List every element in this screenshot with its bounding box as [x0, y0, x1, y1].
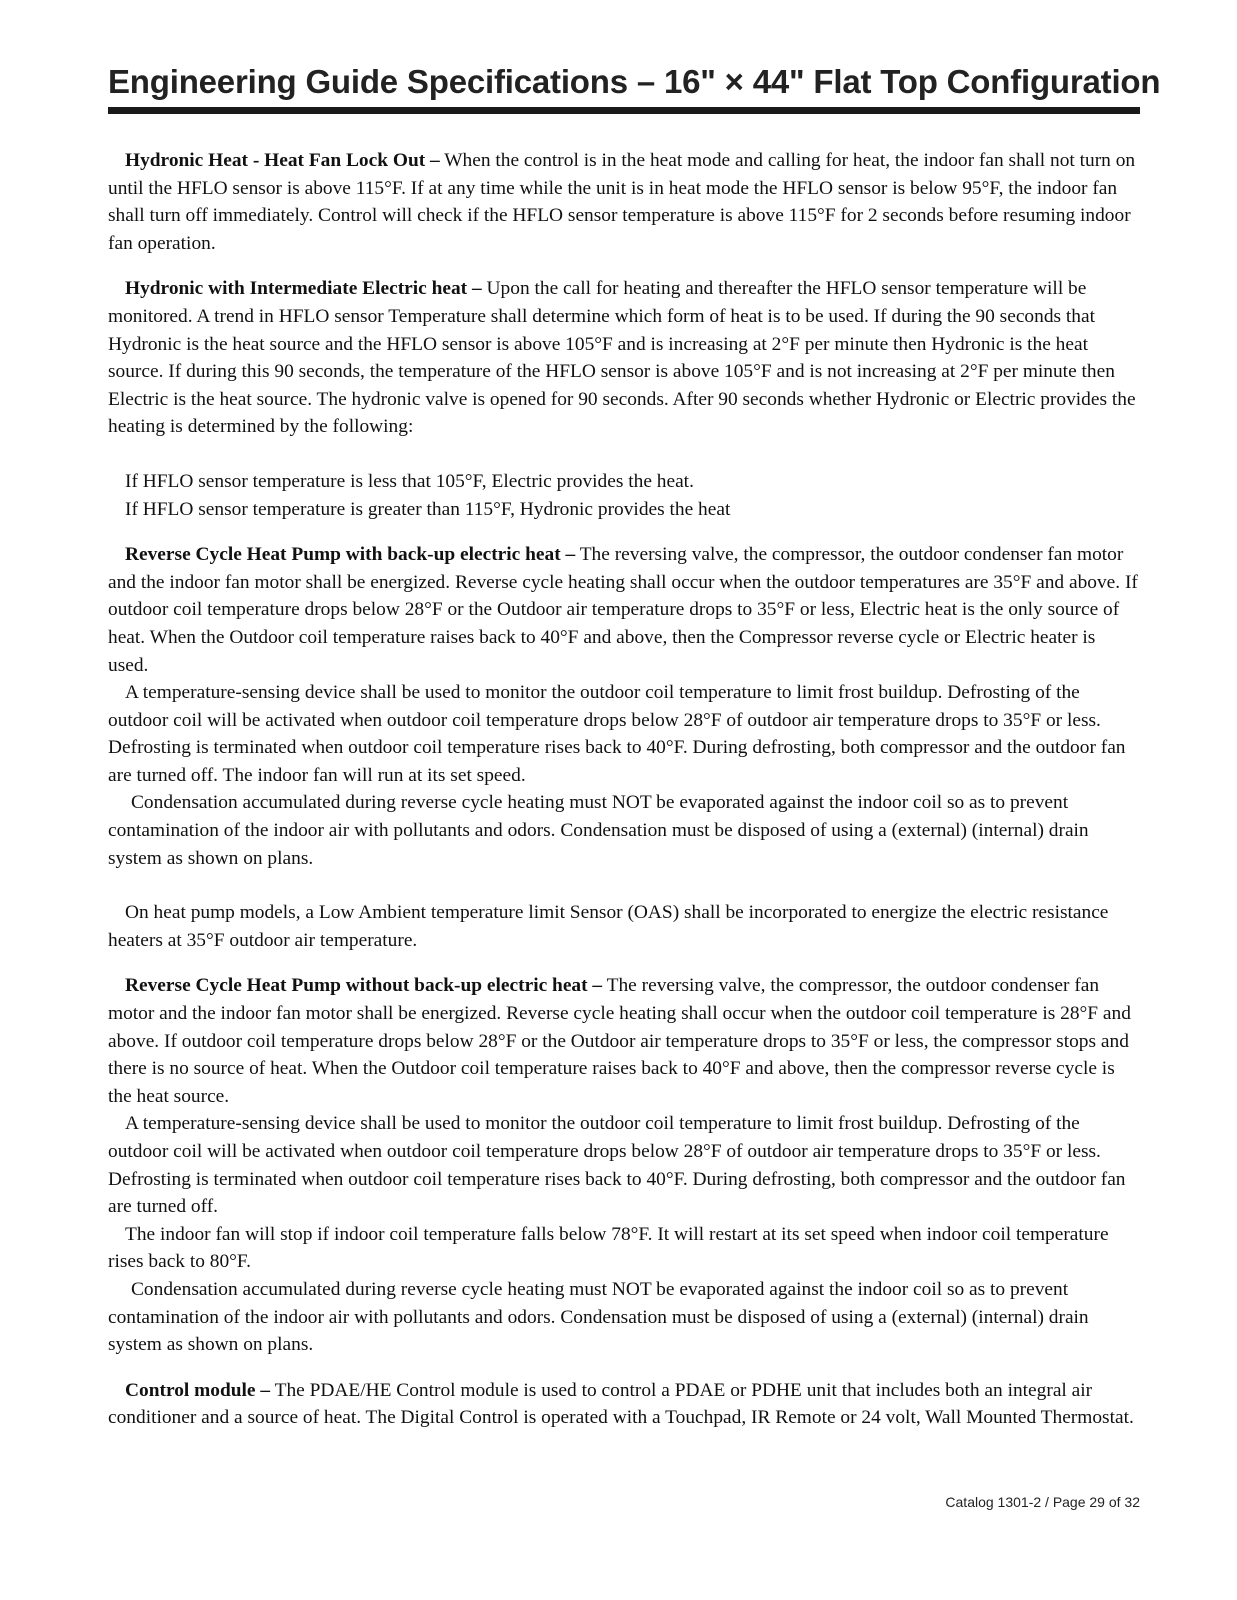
document-body — [108, 147, 1140, 1432]
rule-electric: If HFLO sensor temperature is less that 105°F, Electric provides the heat. — [125, 470, 694, 492]
paragraph-hp-no-backup-defrost: A temperature-sensing device shall be used to monitor the outdoor coil temperature to limit frost buildup. Defrosting of the outdoor coil will be activated when outdoor coil temperature drops below 28°F of outdoor air temperature drops to 35°F or less. Defrosting is terminated when outdoor coil temperature rises back to 40°F. During defrosting, both compressor and the outdoor fan are turned off. — [108, 1113, 1126, 1218]
paragraph-hp-backup-condensation: Condensation accumulated during reverse cycle heating must NOT be evaporated against the indoor coil so as to prevent contamination of the indoor air with pollutants and odors. Condensation must be disposed of using a (external) (internal) drain system as shown on plans. — [108, 792, 1089, 869]
paragraph-hp-no-backup-condensation: Condensation accumulated during reverse cycle heating must NOT be evaporated against the indoor coil so as to prevent contamination of the indoor air with pollutants and odors. Condensation must be disposed of using a (external) (internal) drain system as shown on plans. — [108, 1278, 1089, 1356]
page-title: Engineering Guide Specifications – 16" × 44" Flat Top Configuration — [108, 63, 1161, 100]
paragraph-hp-backup — [108, 541, 1140, 679]
paragraph-control-module — [108, 1377, 1140, 1432]
heading-hydronic-electric: Hydronic with Intermediate Electric heat – — [125, 278, 482, 300]
paragraph-hydronic-electric — [108, 275, 1140, 441]
paragraph-indoor-fan: The indoor fan will stop if indoor coil temperature falls below 78°F. It will restart at its set speed when indoor coil temperature rises back to 80°F. — [108, 1223, 1109, 1273]
title-rule — [108, 107, 1140, 114]
paragraph-oas: On heat pump models, a Low Ambient temperature limit Sensor (OAS) shall be incorporated to energize the electric resistance heaters at 35°F outdoor air temperature. — [108, 902, 1109, 951]
rule-hydronic: If HFLO sensor temperature is greater than 115°F, Hydronic provides the heat — [125, 498, 731, 520]
heading-hp-backup: Reverse Cycle Heat Pump with back-up electric heat – — [125, 544, 576, 566]
heading-hp-no-backup: Reverse Cycle Heat Pump without back-up electric heat – — [125, 975, 603, 997]
spacer — [108, 872, 1140, 899]
page-footer: Catalog 1301-2 / Page 29 of 32 — [945, 1494, 1140, 1510]
text-control-module: The PDAE/HE Control module is used to control a PDAE or PDHE unit that includes both an integral air conditioner and a source of heat. The Digital Control is operated with a Touchpad, IR Remote or 24 volt, Wall Mounted Thermostat. — [108, 1379, 1134, 1429]
heading-control-module: Control module – — [125, 1379, 271, 1401]
text-hydronic-lockout: When the control is in the heat mode and calling for heat, the indoor fan shall not turn on until the HFLO sensor is above 115°F. If at any time while the unit is in heat mode the HFLO sensor is below 95°F, the indoor fan shall turn off immediately. Control will check if the HFLO sensor temperature is above 115°F for 2 seconds before resuming indoor fan operation. — [108, 150, 1136, 254]
heading-hydronic-lockout: Hydronic Heat - Heat Fan Lock Out – — [125, 150, 440, 171]
paragraph-hp-backup-defrost: A temperature-sensing device shall be used to monitor the outdoor coil temperature to limit frost buildup. Defrosting of the outdoor coil will be activated when outdoor coil temperature drops below 28°F of outdoor air temperature drops to 35°F or less. Defrosting is terminated when outdoor coil temperature rises back to 40°F. During defrosting, both compressor and the outdoor fan are turned off. The indoor fan will run at its set speed. — [108, 682, 1126, 786]
spacer — [108, 441, 1140, 468]
paragraph-hydronic-lockout — [108, 147, 1140, 257]
text-hydronic-electric: Upon the call for heating and thereafter the HFLO sensor temperature will be monitored. A trend in HFLO sensor Temperature shall determine which form of heat is to be used. If during the 90 seconds that Hydronic is the heat source and the HFLO sensor is above 105°F and is increasing at 2°F per minute then Hydronic is the heat source. If during this 90 seconds, the temperature of the HFLO sensor is above 105°F and is not increasing at 2°F per minute then Electric is the heat source. The hydronic valve is opened for 90 seconds. After 90 seconds whether Hydronic or Electric provides the heating is determined by the following: — [108, 278, 1136, 438]
paragraph-hp-no-backup — [108, 972, 1140, 1110]
document-page — [108, 0, 1161, 1600]
text-hp-backup: The reversing valve, the compressor, the outdoor condenser fan motor and the indoor fan motor shall be energized. Reverse cycle heating shall occur when the outdoor temperatures are 35°F and above. If outdoor coil temperature drops below 28°F or the Outdoor air temperature drops to 35°F or less, Electric heat is the only source of heat. When the Outdoor coil temperature raises back to 40°F and above, then the Compressor reverse cycle or Electric heater is used. — [108, 544, 1138, 676]
text-hp-no-backup: The reversing valve, the compressor, the outdoor condenser fan motor and the indoor fan motor shall be energized. Reverse cycle heating shall occur when the outdoor coil temperature is 28°F and above. If outdoor coil temperature drops below 28°F or the Outdoor air temperature drops to 35°F or less, the compressor stops and there is no source of heat. When the Outdoor coil temperature raises back to 40°F and above, then the compressor reverse cycle is the heat source. — [108, 975, 1131, 1107]
